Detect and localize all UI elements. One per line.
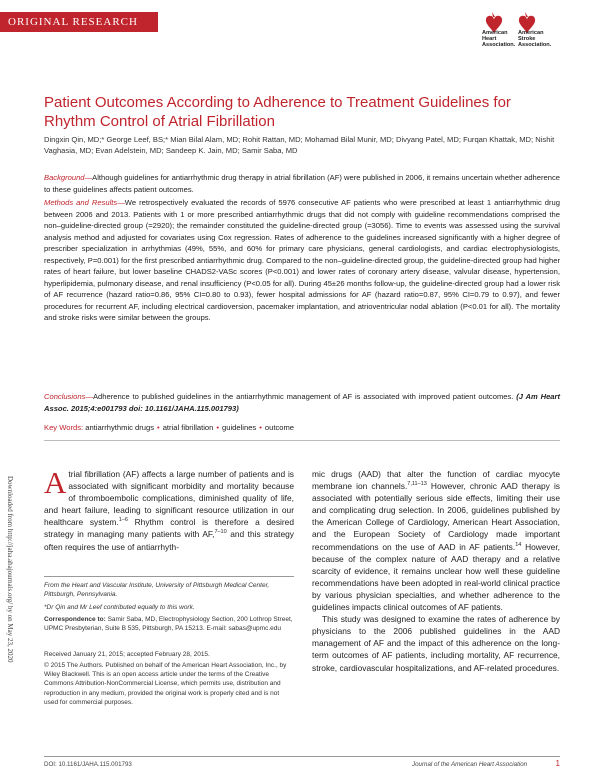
- aha-logo-text: American Heart Association.: [482, 30, 516, 49]
- dropcap: A: [44, 465, 67, 500]
- intro-paragraph-continued: mic drugs (AAD) that alter the function of cardiac myocyte membrane ion channels.$^{7,11-13}$ However, chronic AAD therapy is associated with potentially serious side effects, limiting their use and complicating drug selection. In 2006, guidelines published by the American College of Cardiology, American Heart Association, and the European Society of Cardiology made important recommendations on the use of AAD in AF patients.$^{14}$ However, because of the complex nature of AAD therapy and a relative scarcity of evidence, it remains unclear how well these guideline recommendations have been adopted in real-world clinical practice by various physician specialties, and whether adherence to the guidelines impacts clinical outcomes of AF patients.: [312, 469, 560, 613]
- footer-doi: DOI: 10.1161/JAHA.115.001793: [44, 761, 132, 768]
- keyword: atrial fibrillation: [162, 423, 214, 432]
- footnote-copyright: © 2015 The Authors. Published on behalf of the American Heart Association, Inc., by Wiley Blackwell. This is an open access article under the terms of the Creative Commons Attribution-NonCommercial License, which permits use, distribution and reproduction in any medium, provided the original work is properly cited and is not used for commercial purposes.: [44, 662, 287, 706]
- aha-asa-logo: [478, 8, 590, 48]
- footnote-dates: Received January 21, 2015; accepted February 28, 2015.: [44, 651, 210, 658]
- footer-divider: [44, 756, 560, 757]
- body-right-column: [312, 468, 560, 674]
- footnote-correspondence: Correspondence to: Samir Saba, MD, Electrophysiology Section, 200 Lothrop Street, UPMC Presbyterian, Suite B 535, Pittsburgh, PA 15213. E-mail: sabas@upmc.edu: [44, 616, 293, 633]
- footnote-affiliation: From the Heart and Vascular Institute, University of Pittsburgh Medical Center, Pittsburgh, Pennsylvania.: [44, 582, 270, 599]
- abstract-methods-label: Methods and Results: [44, 198, 118, 207]
- abstract-methods: Methods and Results—We retrospectively evaluated the records of 5976 consecutive AF patients who were prescribed at least 1 antiarrhythmic drug between 2006 and 2013. Patients with 1 or more prescribed antiarrhythmic drugs that did not comply with guideline recommendations comprised the non–guideline-directed group (=2920); the remainder constituted the guideline-directed group (=3056). Time to events was assessed using the survival analysis method and adjusted for covariates using Cox regression. Rates of adherence to the guidelines increased significantly with a higher degree of prescriber specialization in arrhythmias (49%, 55%, and 60% for primary care physicians, general cardiologists, and cardiac electrophysiologists, respectively, P=0.001) for the first prescribed antiarrhythmic drug. Compared to the non–guideline-directed group, the guideline-directed group had higher rates of heart failure, but lower baseline CHADS2-VASc scores (P<0.001) and lower rates of coronary artery disease, valvular disease, hypertension, hyperlipidemia, pulmonary disease, and renal insufficiency (P<0.05 for all). During 45±26 months follow-up, the guideline-directed group had a lower risk of AF recurrence (hazard ratio=0.86, 95% CI=0.80 to 0.93), fewer hospital admissions for AF (hazard ratio=0.87, 95% CI=0.79 to 0.97), and fewer procedures for recurrent AF, including electrical cardioversion, pacemaker implantation, and atrioventricular nodal ablation (P<0.01 for all). The mortality and stroke risks were similar between the groups.: [44, 198, 561, 322]
- footnote-contribution: *Dr Qin and Mr Leef contributed equally to this work.: [44, 604, 195, 611]
- keyword: antiarrhythmic drugs: [85, 423, 155, 432]
- intro-paragraph: Atrial fibrillation (AF) affects a large number of patients and is associated with significant morbidity and mortality because of thromboembolic complications, diminished quality of life, and heart failure, leading to significant resource utilization in our healthcare system.$^{1-6}$ Rhythm control is therefore a desired strategy in managing many patients with AF,$^{7-10}$ and this strategy often requires the use of antiarrhyth-: [44, 465, 294, 552]
- abstract-methods-text: We retrospectively evaluated the records of 5976 consecutive AF patients who were prescribed at least 1 antiarrhythmic drug between 2006 and 2013. Patients with 1 or more prescribed antiarrhythmic drugs that did not comply with guideline recommendations comprised the non–guideline-directed group (=2920); the remainder constituted the guideline-directed group (=3056). Time to events was assessed using the survival analysis method and adjusted for covariates using Cox regression. Rates of adherence to the guidelines increased significantly with a higher degree of prescriber specialization in arrhythmias (49%, 55%, and 60% for primary care physicians, general cardiologists, and cardiac electrophysiologists, respectively, P=0.001) for the first prescribed antiarrhythmic drug. Compared to the non–guideline-directed group, the guideline-directed group had higher rates of heart failure, but lower baseline CHADS2-VASc scores (P<0.001) and lower rates of coronary artery disease, valvular disease, hypertension, hyperlipidemia, pulmonary disease, and renal insufficiency (P<0.05 for all). During 45±26 months follow-up, the guideline-directed group had a lower risk of AF recurrence (hazard ratio=0.86, 95% CI=0.80 to 0.93), fewer hospital admissions for AF (hazard ratio=0.87, 95% CI=0.79 to 0.97), and fewer procedures for recurrent AF, including electrical cardioversion, pacemaker implantation, and atrioventricular nodal ablation (P<0.01 for all). The mortality and stroke risks were similar between the groups.: [44, 198, 561, 322]
- author-list: Dingxin Qin, MD;* George Leef, BS;* Mian Bilal Alam, MD; Rohit Rattan, MD; Mohamad Bilal Munir, MD; Divyang Patel, MD; Furqan Khattak, MD; Nishit Vaghasia, MD; Evan Adelstein, MD; Sandeep K. Jain, MD; Samir Saba, MD: [44, 135, 555, 155]
- study-aim-paragraph: This study was designed to examine the rates of adherence by physicians to the 2006 published guidelines in the AAD management of AF and the impact of this adherence on the long-term outcomes of AF patients, including mortality, AF recurrence, stroke, cardiovascular hospitalizations, and AF-related procedures.: [312, 614, 560, 673]
- abstract-background: Background—Although guidelines for antiarrhythmic drug therapy in atrial fibrillation (AF) were published in 2006, it remains uncertain whether adherence to these guidelines affects patient outcomes.: [44, 173, 560, 194]
- footer-journal: Journal of the American Heart Association: [412, 761, 528, 768]
- page-number: 1: [555, 759, 560, 768]
- body-left-column: [44, 465, 294, 553]
- keyword: outcome: [264, 423, 295, 432]
- article-title: Patient Outcomes According to Adherence to Treatment Guidelines for Rhythm Control of Atrial Fibrillation: [44, 94, 511, 130]
- divider: [44, 440, 560, 441]
- section-banner: ORIGINAL RESEARCH: [0, 12, 158, 32]
- abstract-conclusions-label: Conclusions: [44, 392, 86, 401]
- keywords-label: Key Words:: [44, 423, 84, 432]
- keywords-line: Key Words: antiarrhythmic drugs • atrial fibrillation • guidelines • outcome: [44, 423, 295, 432]
- abstract-background-label: Background: [44, 173, 85, 182]
- keyword: guidelines: [222, 423, 257, 432]
- footnote-divider: [44, 576, 294, 577]
- side-download-text: Downloaded from http://jaha.ahajournals.org/ by on May 23, 2020: [6, 476, 14, 663]
- abstract-conclusions: Conclusions—Adherence to published guidelines in the antiarrhythmic management of AF is associated with improved patient outcomes. (J Am Heart Assoc. 2015;4:e001793 doi: 10.1161/JAHA.115.001793): [44, 392, 561, 413]
- citation: (J Am Heart Assoc. 2015;4:e001793 doi: 10.1161/JAHA.115.001793): [44, 392, 561, 413]
- asa-logo-text: American Stroke Association.: [518, 30, 552, 49]
- abstract-conclusions-text: Adherence to published guidelines in the antiarrhythmic management of AF is associated with improved patient outcomes.: [92, 392, 514, 401]
- abstract-background-text: Although guidelines for antiarrhythmic drug therapy in atrial fibrillation (AF) were published in 2006, it remains uncertain whether adherence to these guidelines affects patient outcomes.: [44, 173, 560, 194]
